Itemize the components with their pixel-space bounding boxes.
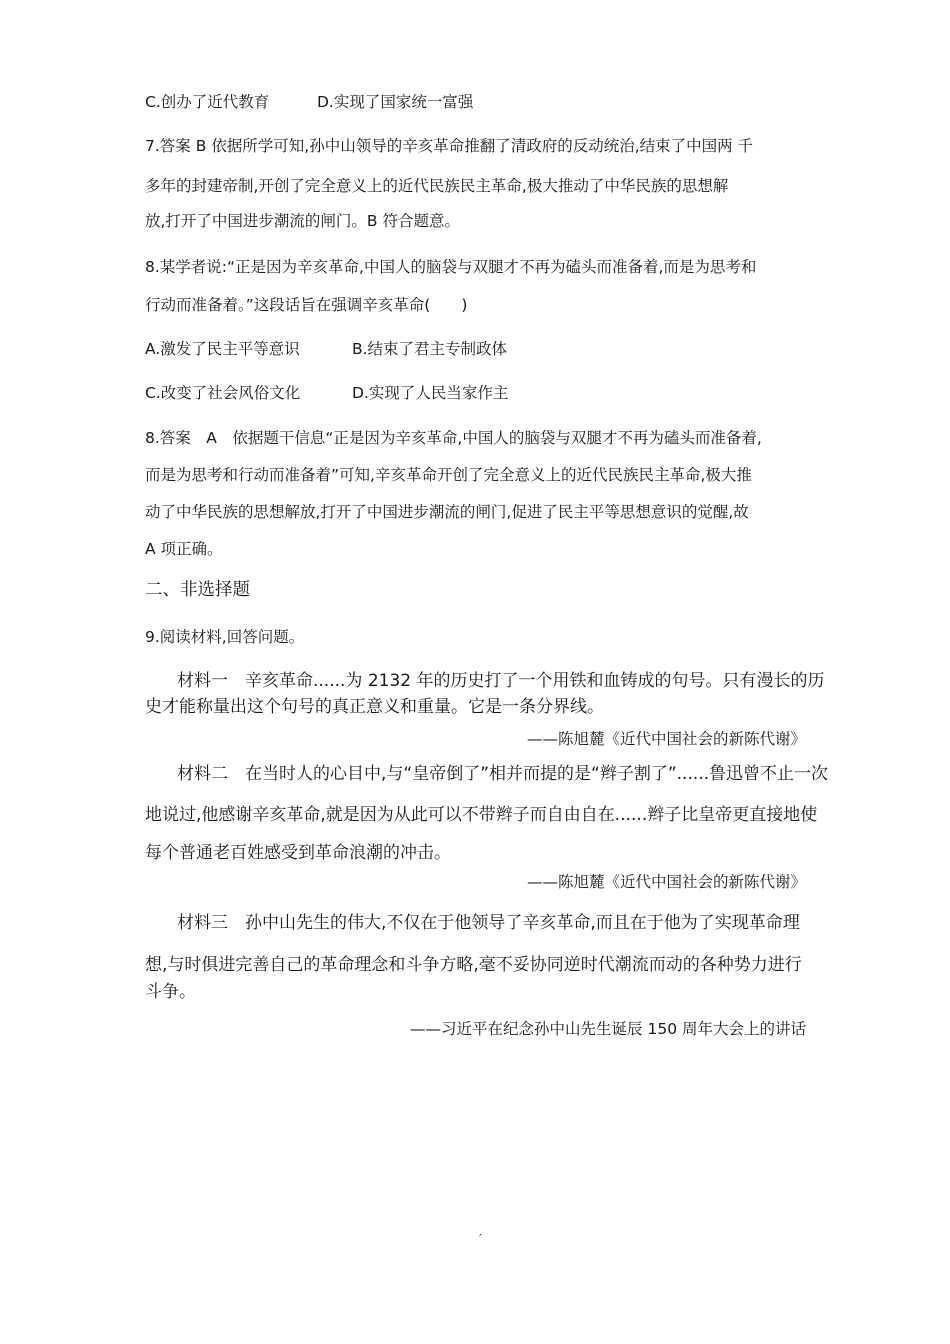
q7-option-c: C.创办了近代教育	[145, 93, 270, 111]
q8-stem-line: 8.某学者说:“正是因为辛亥革命,中国人的脑袋与双腿才不再为磕头而准备着,而是为思考和	[145, 258, 757, 276]
q8-option-d: D.实现了人民当家作主	[352, 384, 509, 402]
q8-option-b: B.结束了君主专制政体	[352, 340, 508, 358]
q7-answer-line: 多年的封建帝制,开创了完全意义上的近代民族民主革命,极大推动了中华民族的思想解	[145, 177, 729, 195]
q7-answer-line: 放,打开了中国进步潮流的闸门。B 符合题意。	[145, 212, 460, 230]
material2-line: 地说过,他感谢辛亥革命,就是因为从此可以不带辫子而自由自在......辫子比皇帝更直接地使	[145, 805, 818, 825]
q8-answer-line: 8.答案 A 依据题干信息“正是因为辛亥革命,中国人的脑袋与双腿才不再为磕头而准备着,	[145, 429, 762, 447]
material3-line: 斗争。	[145, 982, 196, 1002]
material3-line: 材料三 孙中山先生的伟大,不仅在于他领导了辛亥革命,而且在于他为了实现革命理	[177, 913, 800, 933]
q8-answer-line: A 项正确。	[145, 540, 223, 558]
material3-line: 想,与时俱进完善自己的革命理念和斗争方略,毫不妥协同逆时代潮流而动的各种势力进行	[145, 955, 802, 975]
material3-source: ——习近平在纪念孙中山先生诞辰 150 周年大会上的讲话	[410, 1020, 806, 1038]
q8-answer-line: 而是为思考和行动而准备着”可知,辛亥革命开创了完全意义上的近代民族民主革命,极大推	[145, 466, 752, 484]
section-title: 二、非选择题	[145, 580, 250, 600]
page-mark: ′	[479, 1232, 482, 1246]
material1-line: 材料一 辛亥革命......为 2132 年的历史打了一个用铁和血铸成的句号。只有漫长的历	[177, 671, 825, 691]
q9-stem: 9.阅读材料,回答问题。	[145, 628, 305, 646]
q7-option-d: D.实现了国家统一富强	[317, 93, 474, 111]
material2-line: 每个普通老百姓感受到革命浪潮的冲击。	[145, 843, 451, 863]
q8-stem-line: 行动而准备着。”这段话旨在强调辛亥革命( )	[145, 296, 468, 314]
q7-answer-line: 7.答案 B 依据所学可知,孙中山领导的辛亥革命推翻了清政府的反动统治,结束了中国两 千	[145, 137, 754, 155]
material1-source: ——陈旭麓《近代中国社会的新陈代谢》	[526, 730, 806, 748]
material1-line: 史才能称量出这个句号的真正意义和重量。它是一条分界线。	[145, 697, 604, 717]
material2-line: 材料二 在当时人的心目中,与“皇帝倒了”相并而提的是“辫子割了”......鲁迅曾不止一次	[177, 764, 829, 784]
q8-option-c: C.改变了社会风俗文化	[145, 384, 301, 402]
q8-option-a: A.激发了民主平等意识	[145, 340, 300, 358]
q8-answer-line: 动了中华民族的思想解放,打开了中国进步潮流的闸门,促进了民主平等思想意识的觉醒,故	[145, 503, 749, 521]
material2-source: ——陈旭麓《近代中国社会的新陈代谢》	[526, 873, 806, 891]
